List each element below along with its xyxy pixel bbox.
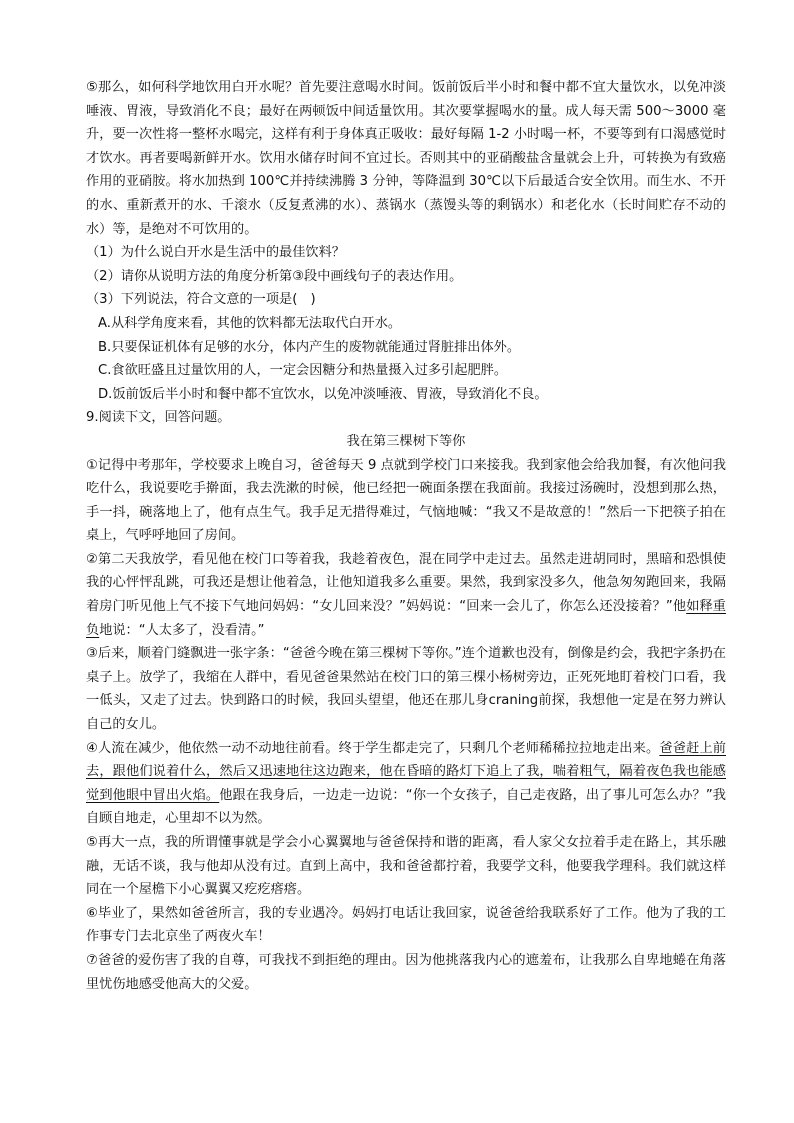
option-d: D.饭前饭后半小时和餐中都不宜饮水，以免冲淡唾液、胃液，导致消化不良。 <box>98 386 548 402</box>
article-paragraph-5: ⑤再大一点，我的所谓懂事就是学会小心翼翼地与爸爸保持和谐的距离，看人家父女拉着手走在路上，其乐融融，无话不谈，我与他却从没有过。直到上高中，我和爸爸都拧着，我要学文科，他要我学理科。我们就这样同在一个屋檐下小心翼翼又疙疙瘩瘩。 <box>86 835 726 898</box>
option-b: B.只要保证机体有足够的水分，体内产生的废物就能通过肾脏排出体外。 <box>98 339 521 355</box>
article-paragraph-4-part-b: 他跟在我身后，一边走一边说：“你一个女孩子，自己走夜路，出了事儿可怎么办？”我自顾自地走，心里却不以为然。 <box>86 787 726 827</box>
article-paragraph-6: ⑥毕业了，果然如爸爸所言，我的专业遇冷。妈妈打电话让我回家，说爸爸给我联系好了工作。他为了我的工作事专门去北京坐了两夜火车！ <box>86 905 726 945</box>
passage-paragraph-5: ⑤那么，如何科学地饮用白开水呢？首先要注意喝水时间。饭前饭后半小时和餐中都不宜大量饮水，以免冲淡唾液、胃液，导致消化不良；最好在两顿饭中间适量饮用。其次要掌握喝水的量。成人每天需 500～3000 毫升，要一次性将一整杯水喝完，这样有利于身体真正吸收：最好每隔 1-2 小时喝一杯，不要等到有口渴感觉时才饮水。再者要喝新鲜开水。饮用水储存时间不宜过长。否则其中的亚硝酸盐含量就会上升，可转换为有致癌作用的亚硝胺。将水加热到 100℃并持续沸腾 3 分钟，等降温到 30℃以下后最适合安全饮用。而生水、不开的水、重新煮开的水、千滚水（反复煮沸的水）、蒸锅水（蒸馒头等的剩锅水）和老化水（长时间贮存不动的水）等，是绝对不可饮用的。 <box>86 80 726 237</box>
option-a: A.从科学角度来看，其他的饮料都无法取代白开水。 <box>98 315 402 331</box>
article-paragraph-7: ⑦爸爸的爱伤害了我的自尊，可我找不到拒绝的理由。因为他挑落我内心的遮羞布，让我那么自卑地蜷在角落里忧伤地感受他高大的父爱。 <box>86 952 726 992</box>
question-9-intro: 9.阅读下文，回答问题。 <box>86 410 231 426</box>
document-content <box>86 76 726 996</box>
option-c: C.食欲旺盛且过量饮用的人，一定会因糖分和热量摄入过多引起肥胖。 <box>98 363 508 379</box>
article-paragraph-4 <box>86 737 726 831</box>
article-title: 我在第三棵树下等你 <box>346 433 466 449</box>
underlined-phrase: 如释重负 <box>86 599 726 638</box>
article-paragraph-3: ③后来，顺着门缝飘进一张字条：“爸爸今晚在第三棵树下等你。”连个道歉也没有，倒像是约会，我把字条扔在桌子上。放学了，我缩在人群中，看见爸爸果然站在校门口的第三棵小杨树旁边，正死死地盯着校门口看，我一低头，又走了过去。快到路口的时候，我回头望望，他还在那儿身craning前探，我想他一定是在努力辨认自己的女儿。 <box>86 646 726 733</box>
question-1: （1）为什么说白开水是生活中的最佳饮料？ <box>86 245 345 261</box>
question-2: （2）请你从说明方法的角度分析第③段中画线句子的表达作用。 <box>86 268 463 284</box>
article-paragraph-1: ①记得中考那年，学校要求上晚自习，爸爸每天 9 点就到学校门口来接我。我到家他会给我加餐，有次他问我吃什么，我说要吃手擀面，我去洗漱的时候，他已经把一碗面条摆在我面前。我接过汤碗时，没想到那么热，手一抖，碗落地上了，他有点生气。我手足无措得难过，气恼地喊：“我又不是故意的！”然后一下把筷子拍在桌上，气呼呼地回了房间。 <box>86 457 726 544</box>
article-paragraph-2 <box>86 548 726 642</box>
article-paragraph-2-part-a: ②第二天我放学，看见他在校门口等着我，我趁着夜色，混在同学中走过去。虽然走进胡同时，黑暗和恐惧使我的心怦怦乱跳，可我还是想让他着急，让他知道我多么重要。果然，我到家没多久，他急匆匆跑回来，我隔着房门听见他上气不接下气地问妈妈：“女儿回来没？”妈妈说：“回来一会儿了，你怎么还没接着？”他 <box>86 551 726 615</box>
question-3: （3）下列说法，符合文意的一项是( ) <box>86 292 316 308</box>
article-paragraph-4-part-a: ④人流在减少，他依然一动不动地往前看。终于学生都走完了，只剩几个老师稀稀拉拉地走出来。 <box>86 740 660 756</box>
underlined-sentence: 爸爸赶上前去，跟他们说着什么，然后又迅速地往这边跑来，他在昏暗的路灯下追上了我，喘着粗气，隔着夜色我也能感觉到他眼中冒出火焰。 <box>86 740 726 803</box>
article-paragraph-2-part-b: 地说：“人太多了，没看清。” <box>99 622 265 638</box>
